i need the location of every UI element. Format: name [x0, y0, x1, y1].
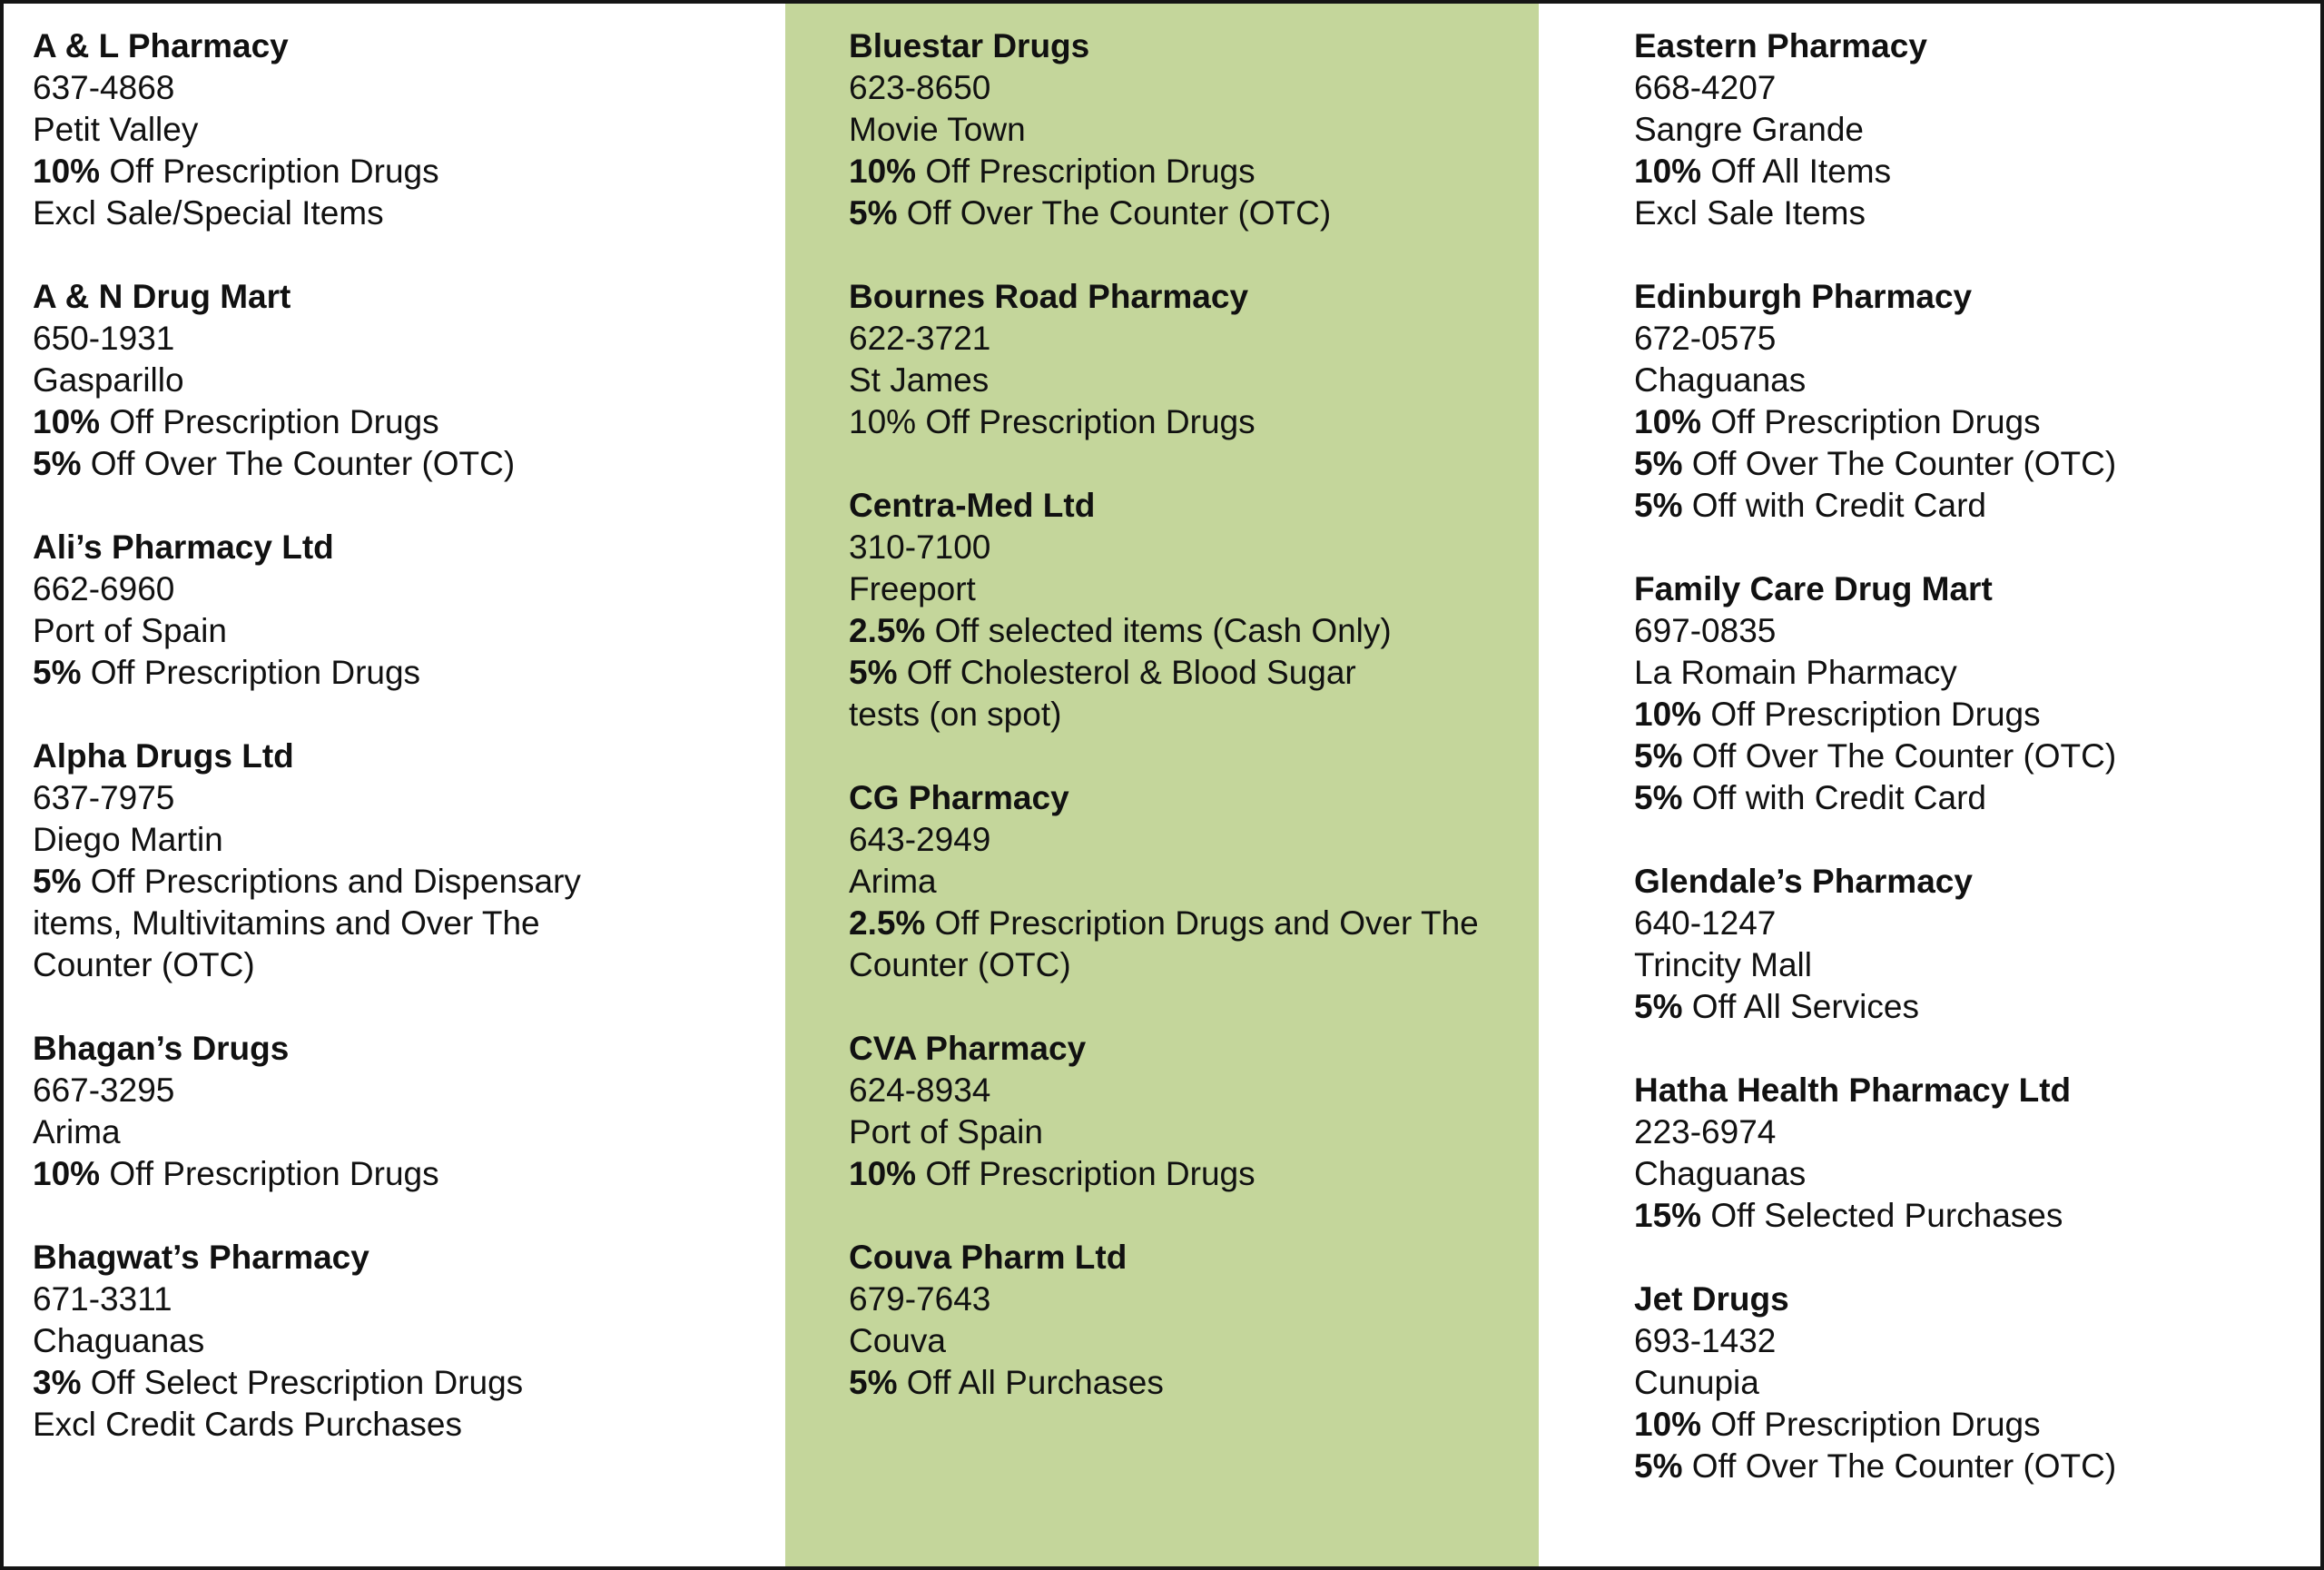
line-text: Freeport	[849, 570, 976, 607]
entry-line	[33, 652, 759, 694]
line-text: Off Prescription Drugs	[100, 1155, 439, 1192]
entry-line	[849, 610, 1530, 652]
line-text: Off All Services	[1682, 988, 1919, 1025]
line-text: Chaguanas	[1634, 1155, 1807, 1192]
entry-line	[849, 401, 1530, 443]
pharmacy-name: Couva Pharm Ltd	[849, 1239, 1128, 1276]
line-text: Excl Sale/Special Items	[33, 194, 384, 232]
entry-line	[1634, 443, 2309, 485]
line-text: Movie Town	[849, 111, 1026, 148]
pharmacy-column-left	[33, 25, 759, 1487]
discount-percent: 10%	[33, 1155, 101, 1192]
line-text: Off Over The Counter (OTC)	[1682, 445, 2117, 482]
line-text: 650-1931	[33, 320, 175, 357]
entry-line	[849, 360, 1530, 401]
discount-percent: 10%	[1634, 403, 1702, 440]
line-text: Off Prescription Drugs	[1701, 403, 2041, 440]
pharmacy-entry	[849, 25, 1530, 234]
entry-line	[33, 1153, 759, 1195]
pharmacy-column-right	[1634, 25, 2309, 1529]
discount-percent: 10%	[1634, 1406, 1702, 1443]
line-text: Arima	[849, 863, 937, 900]
line-text: Off with Credit Card	[1682, 487, 1986, 524]
line-text: Off Over The Counter (OTC)	[1682, 737, 2117, 775]
entry-line	[33, 610, 759, 652]
entry-line	[33, 443, 759, 485]
pharmacy-entry	[1634, 25, 2309, 234]
line-text: Counter (OTC)	[849, 946, 1071, 983]
pharmacy-name: Bluestar Drugs	[849, 27, 1090, 64]
pharmacy-column-middle	[849, 25, 1530, 1446]
entry-line	[849, 527, 1530, 568]
entry-line	[33, 318, 759, 360]
line-text: 667-3295	[33, 1071, 175, 1109]
entry-line	[849, 903, 1530, 944]
line-text: Chaguanas	[33, 1322, 205, 1359]
line-text: Off Prescription Drugs	[916, 1155, 1256, 1192]
pharmacy-name: Centra-Med Ltd	[849, 487, 1096, 524]
line-text: 693-1432	[1634, 1322, 1777, 1359]
pharmacy-name: Glendale’s Pharmacy	[1634, 863, 1973, 900]
line-text: Off Prescription Drugs	[1701, 1406, 2041, 1443]
entry-line	[849, 1279, 1530, 1320]
entry-line	[849, 694, 1530, 736]
line-text: Trincity Mall	[1634, 946, 1812, 983]
line-text: Arima	[33, 1113, 121, 1150]
entry-line	[1634, 318, 2309, 360]
line-text: 310-7100	[849, 528, 991, 566]
line-text: Off Selected Purchases	[1701, 1197, 2063, 1234]
line-text: Petit Valley	[33, 111, 199, 148]
entry-line	[33, 360, 759, 401]
entry-line	[1634, 67, 2309, 109]
entry-line	[849, 67, 1530, 109]
pharmacy-name: Bhagwat’s Pharmacy	[33, 1239, 369, 1276]
entry-line	[1634, 903, 2309, 944]
pharmacy-entry	[1634, 568, 2309, 819]
entry-line	[849, 151, 1530, 193]
line-text: Off Prescription Drugs	[100, 153, 439, 190]
entry-line	[1634, 1320, 2309, 1362]
entry-line	[849, 193, 1530, 234]
entry-line	[1634, 1446, 2309, 1487]
discount-percent: 5%	[1634, 988, 1683, 1025]
pharmacy-name: Bhagan’s Drugs	[33, 1030, 290, 1067]
entry-line	[1634, 1195, 2309, 1237]
line-text: Couva	[849, 1322, 946, 1359]
discount-percent: 5%	[33, 863, 82, 900]
entry-line	[33, 109, 759, 151]
entry-line	[1634, 986, 2309, 1028]
line-text: 668-4207	[1634, 69, 1777, 106]
pharmacy-name: CVA Pharmacy	[849, 1030, 1087, 1067]
entry-line	[33, 819, 759, 861]
entry-line	[33, 1279, 759, 1320]
line-text: Diego Martin	[33, 821, 223, 858]
line-text: Off Select Prescription Drugs	[81, 1364, 524, 1401]
pharmacy-entry	[33, 527, 759, 694]
discount-percent: 3%	[33, 1364, 82, 1401]
entry-line	[33, 193, 759, 234]
pharmacy-entry	[33, 1237, 759, 1446]
line-text: Port of Spain	[849, 1113, 1043, 1150]
line-text: Off Over The Counter (OTC)	[81, 445, 516, 482]
line-text: Off Prescriptions and Dispensary	[81, 863, 581, 900]
line-text: 643-2949	[849, 821, 991, 858]
entry-line	[849, 652, 1530, 694]
pharmacy-name: Eastern Pharmacy	[1634, 27, 1927, 64]
pharmacy-name: Ali’s Pharmacy Ltd	[33, 528, 334, 566]
discount-percent: 2.5%	[849, 904, 926, 942]
pharmacy-name: A & N Drug Mart	[33, 278, 291, 315]
pharmacy-name: Alpha Drugs Ltd	[33, 737, 294, 775]
entry-line	[33, 1404, 759, 1446]
entry-line	[1634, 151, 2309, 193]
pharmacy-entry	[1634, 1279, 2309, 1487]
pharmacy-entry	[849, 485, 1530, 736]
line-text: 623-8650	[849, 69, 991, 106]
entry-line	[33, 1320, 759, 1362]
pharmacy-name: Hatha Health Pharmacy Ltd	[1634, 1071, 2072, 1109]
line-text: 637-4868	[33, 69, 175, 106]
discount-percent: 5%	[1634, 779, 1683, 816]
entry-line	[1634, 401, 2309, 443]
line-text: Counter (OTC)	[33, 946, 255, 983]
entry-line	[1634, 193, 2309, 234]
entry-line	[33, 1111, 759, 1153]
pharmacy-name: Bournes Road Pharmacy	[849, 278, 1249, 315]
line-text: 637-7975	[33, 779, 175, 816]
line-text: 10% Off Prescription Drugs	[849, 403, 1256, 440]
discount-percent: 5%	[849, 194, 898, 232]
entry-line	[849, 1320, 1530, 1362]
entry-line	[849, 109, 1530, 151]
entry-line	[1634, 485, 2309, 527]
discount-percent: 5%	[849, 654, 898, 691]
line-text: Port of Spain	[33, 612, 227, 649]
pharmacy-entry	[849, 276, 1530, 443]
entry-line	[33, 568, 759, 610]
entry-line	[1634, 1404, 2309, 1446]
line-text: 679-7643	[849, 1280, 991, 1318]
entry-line	[1634, 1362, 2309, 1404]
line-text: 624-8934	[849, 1071, 991, 1109]
line-text: 671-3311	[33, 1280, 172, 1318]
line-text: 223-6974	[1634, 1113, 1777, 1150]
discount-percent: 5%	[33, 654, 82, 691]
line-text: Off selected items (Cash Only)	[925, 612, 1392, 649]
discount-percent: 5%	[1634, 1447, 1683, 1485]
discount-percent: 5%	[1634, 487, 1683, 524]
discount-percent: 5%	[1634, 737, 1683, 775]
line-text: Off Prescription Drugs	[916, 153, 1256, 190]
pharmacy-name: Jet Drugs	[1634, 1280, 1789, 1318]
discount-percent: 5%	[849, 1364, 898, 1401]
entry-line	[849, 1070, 1530, 1111]
pharmacy-entry	[849, 1028, 1530, 1195]
line-text: tests (on spot)	[849, 696, 1062, 733]
line-text: Off Over The Counter (OTC)	[1682, 1447, 2117, 1485]
line-text: 662-6960	[33, 570, 175, 607]
entry-line	[849, 568, 1530, 610]
line-text: items, Multivitamins and Over The	[33, 904, 540, 942]
line-text: Off All Items	[1701, 153, 1892, 190]
line-text: Off Over The Counter (OTC)	[897, 194, 1332, 232]
entry-line	[33, 944, 759, 986]
discount-percent: 5%	[1634, 445, 1683, 482]
line-text: 697-0835	[1634, 612, 1777, 649]
pharmacy-name: Edinburgh Pharmacy	[1634, 278, 1973, 315]
entry-line	[1634, 1111, 2309, 1153]
line-text: Cunupia	[1634, 1364, 1759, 1401]
discount-percent: 10%	[849, 1155, 917, 1192]
line-text: 640-1247	[1634, 904, 1777, 942]
entry-line	[1634, 360, 2309, 401]
pharmacy-entry	[849, 777, 1530, 986]
entry-line	[33, 67, 759, 109]
pharmacy-entry	[1634, 276, 2309, 527]
entry-line	[1634, 736, 2309, 777]
entry-line	[849, 1153, 1530, 1195]
line-text: Off Prescription Drugs and Over The	[925, 904, 1479, 942]
line-text: Off Cholesterol & Blood Sugar	[897, 654, 1356, 691]
entry-line	[849, 944, 1530, 986]
discount-percent: 10%	[1634, 153, 1702, 190]
entry-line	[1634, 777, 2309, 819]
pharmacy-entry	[1634, 861, 2309, 1028]
entry-line	[849, 819, 1530, 861]
line-text: Excl Sale Items	[1634, 194, 1866, 232]
line-text: Gasparillo	[33, 361, 184, 399]
entry-line	[33, 903, 759, 944]
discount-percent: 10%	[33, 153, 101, 190]
pharmacy-name: Family Care Drug Mart	[1634, 570, 1993, 607]
line-text: La Romain Pharmacy	[1634, 654, 1957, 691]
pharmacy-entry	[33, 25, 759, 234]
pharmacy-entry	[33, 736, 759, 986]
discount-percent: 15%	[1634, 1197, 1702, 1234]
entry-line	[849, 318, 1530, 360]
discount-percent: 10%	[33, 403, 101, 440]
discount-percent: 2.5%	[849, 612, 926, 649]
pharmacy-entry	[33, 1028, 759, 1195]
entry-line	[1634, 610, 2309, 652]
line-text: St James	[849, 361, 990, 399]
line-text: Sangre Grande	[1634, 111, 1865, 148]
discount-percent: 5%	[33, 445, 82, 482]
entry-line	[33, 861, 759, 903]
line-text: Off Prescription Drugs	[81, 654, 421, 691]
discount-percent: 10%	[849, 153, 917, 190]
line-text: Excl Credit Cards Purchases	[33, 1406, 462, 1443]
pharmacy-entry	[1634, 1070, 2309, 1237]
entry-line	[33, 151, 759, 193]
pharmacy-entry	[33, 276, 759, 485]
entry-line	[33, 1362, 759, 1404]
entry-line	[1634, 944, 2309, 986]
line-text: Off All Purchases	[897, 1364, 1164, 1401]
entry-line	[849, 861, 1530, 903]
entry-line	[33, 401, 759, 443]
entry-line	[1634, 652, 2309, 694]
entry-line	[1634, 1153, 2309, 1195]
line-text: Chaguanas	[1634, 361, 1807, 399]
pharmacy-name: CG Pharmacy	[849, 779, 1069, 816]
entry-line	[849, 1111, 1530, 1153]
line-text: Off with Credit Card	[1682, 779, 1986, 816]
entry-line	[33, 777, 759, 819]
line-text: 672-0575	[1634, 320, 1777, 357]
line-text: Off Prescription Drugs	[100, 403, 439, 440]
entry-line	[1634, 694, 2309, 736]
discount-percent: 10%	[1634, 696, 1702, 733]
entry-line	[1634, 109, 2309, 151]
entry-line	[849, 1362, 1530, 1404]
line-text: Off Prescription Drugs	[1701, 696, 2041, 733]
pharmacy-entry	[849, 1237, 1530, 1404]
line-text: 622-3721	[849, 320, 991, 357]
pharmacy-name: A & L Pharmacy	[33, 27, 289, 64]
entry-line	[33, 1070, 759, 1111]
